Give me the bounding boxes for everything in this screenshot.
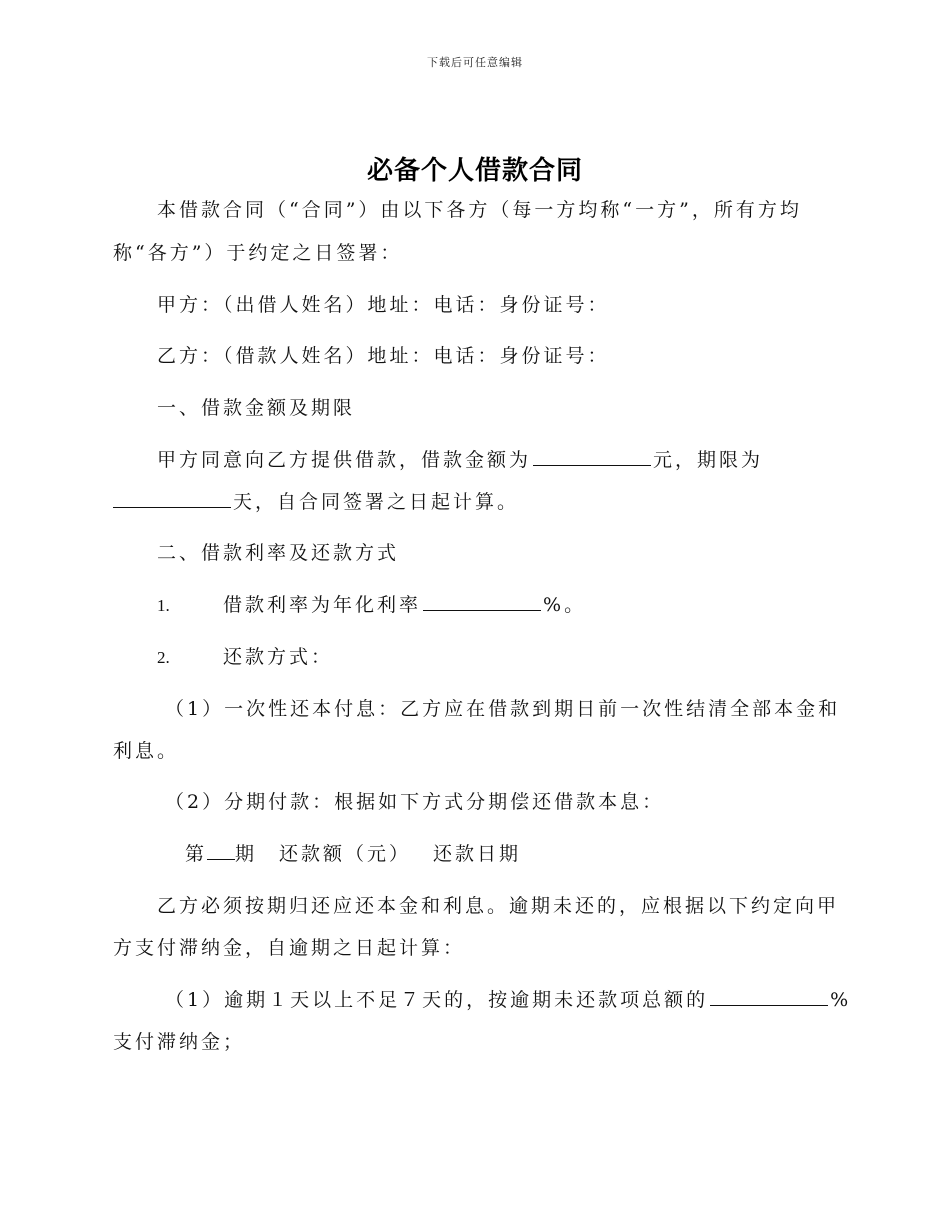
option-1-line-1: （1）一次性还本付息：乙方应在借款到期日前一次性结清全部本金和 <box>165 698 841 720</box>
late-fee-text: （1）逾期１天以上不足７天的，按逾期未还款项总额的 <box>165 989 709 1011</box>
section-2-heading: 二、借款利率及还款方式 <box>157 542 400 564</box>
option-2-line: （2）分期付款：根据如下方式分期偿还借款本息： <box>165 791 665 813</box>
loan-term-tail: 天，自合同签署之日起计算。 <box>233 491 520 513</box>
late-payment-line-2: 方支付滞纳金，自逾期之日起计算： <box>113 937 466 959</box>
loan-term-blank <box>113 487 231 508</box>
late-fee-item-1-line-2: 支付滞纳金； <box>113 1031 246 1053</box>
party-b-line: 乙方：（借款人姓名）地址：电话：身份证号： <box>157 345 610 367</box>
section-1-heading: 一、借款金额及期限 <box>157 397 356 419</box>
period-label-pre: 第 <box>185 843 208 865</box>
interest-rate-blank <box>423 590 541 611</box>
repayment-method-text: 还款方式： <box>223 646 334 668</box>
late-payment-line-1: 乙方必须按期归还应还本金和利息。逾期未还的，应根据以下约定向甲 <box>157 895 840 917</box>
document-title: 必备个人借款合同 <box>366 156 583 186</box>
period-blank <box>207 839 235 860</box>
late-fee-item-1 <box>165 979 885 1021</box>
interest-rate-item <box>157 584 877 627</box>
intro-line-1: 本借款合同（“合同”）由以下各方（每一方均称“一方”，所有方均 <box>157 199 802 221</box>
installment-table-header <box>185 833 905 875</box>
intro-line-2: 称“各方”）于约定之日签署： <box>113 242 403 264</box>
interest-rate-text: 借款利率为年化利率 <box>223 594 422 616</box>
loan-amount-line <box>157 439 877 481</box>
loan-amount-text: 甲方同意向乙方提供借款，借款金额为 <box>157 449 532 471</box>
period-label-post: 期 <box>235 843 258 865</box>
item-number: 1. <box>157 596 170 615</box>
page-header: 下载后可任意编辑 <box>427 56 523 69</box>
repayment-method-item <box>157 636 877 679</box>
loan-term-line <box>113 481 833 523</box>
late-fee-blank <box>710 985 828 1006</box>
party-a-line: 甲方：（出借人姓名）地址：电话：身份证号： <box>157 294 610 316</box>
loan-amount-blank <box>533 445 651 466</box>
late-fee-percent: % <box>830 989 852 1011</box>
repayment-date-column: 还款日期 <box>433 843 522 865</box>
interest-rate-percent: %。 <box>543 594 587 616</box>
option-1-line-2: 利息。 <box>113 740 180 762</box>
item-number: 2. <box>157 648 170 667</box>
loan-term-text: 元，期限为 <box>653 449 764 471</box>
repayment-amount-column: 还款额（元） <box>279 843 412 865</box>
